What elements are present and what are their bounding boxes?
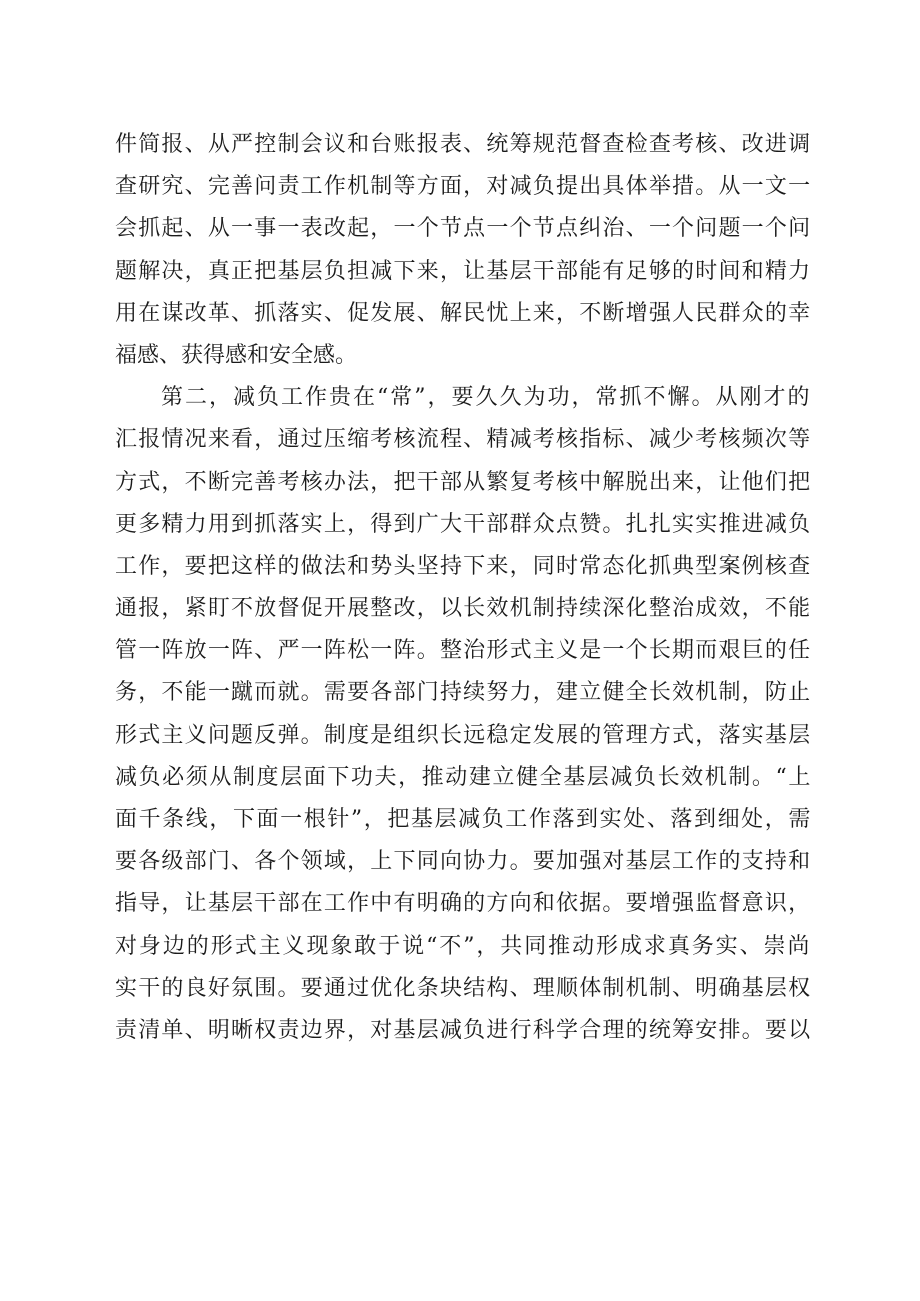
text-line: 实干的良好氛围。要通过优化条块结构、理顺体制机制、明确基层权 xyxy=(115,975,812,1001)
text-line: 查研究、完善问责工作机制等方面，对减负提出具体举措。从一文一 xyxy=(115,174,812,200)
text-line: 责清单、明晰权责边界，对基层减负进行科学合理的统筹安排。要以 xyxy=(115,1017,812,1043)
text-line: 题解决，真正把基层负担减下来，让基层干部能有足够的时间和精力 xyxy=(115,258,812,284)
paragraph-start-line: 第二，减负工作贵在“常”，要久久为功，常抓不懈。从刚才的 xyxy=(161,385,812,411)
text-line: 通报，紧盯不放督促开展整改，以长效机制持续深化整治成效，不能 xyxy=(115,596,812,622)
text-line: 对身边的形式主义现象敢于说“不”，共同推动形成求真务实、崇尚 xyxy=(115,933,812,959)
text-line: 务，不能一蹴而就。需要各部门持续努力，建立健全长效机制，防止 xyxy=(115,680,812,706)
text-line: 用在谋改革、抓落实、促发展、解民忧上来，不断增强人民群众的幸 xyxy=(115,300,812,326)
text-line: 汇报情况来看，通过压缩考核流程、精减考核指标、减少考核频次等 xyxy=(115,427,812,453)
text-line: 管一阵放一阵、严一阵松一阵。整治形式主义是一个长期而艰巨的任 xyxy=(115,638,812,664)
body-text xyxy=(115,124,810,1052)
text-line: 要各级部门、各个领域，上下同向协力。要加强对基层工作的支持和 xyxy=(115,849,812,875)
text-line: 指导，让基层干部在工作中有明确的方向和依据。要增强监督意识， xyxy=(115,891,812,917)
text-line: 形式主义问题反弹。制度是组织长远稳定发展的管理方式，落实基层 xyxy=(115,722,812,748)
text-line: 减负必须从制度层面下功夫，推动建立健全基层减负长效机制。“上 xyxy=(115,764,812,790)
text-line: 件简报、从严控制会议和台账报表、统筹规范督查检查考核、改进调 xyxy=(115,132,812,157)
text-line: 会抓起、从一事一表改起，一个节点一个节点纠治、一个问题一个问 xyxy=(115,216,812,242)
text-line: 方式，不断完善考核办法，把干部从繁复考核中解脱出来，让他们把 xyxy=(115,469,812,495)
text-line: 福感、获得感和安全感。 xyxy=(115,342,358,368)
text-line: 工作，要把这样的做法和势头坚持下来，同时常态化抓典型案例核查 xyxy=(115,553,812,579)
text-line: 面千条线，下面一根针”，把基层减负工作落到实处、落到细处，需 xyxy=(115,807,812,832)
text-line: 更多精力用到抓落实上，得到广大干部群众点赞。扎扎实实推进减负 xyxy=(115,511,812,537)
